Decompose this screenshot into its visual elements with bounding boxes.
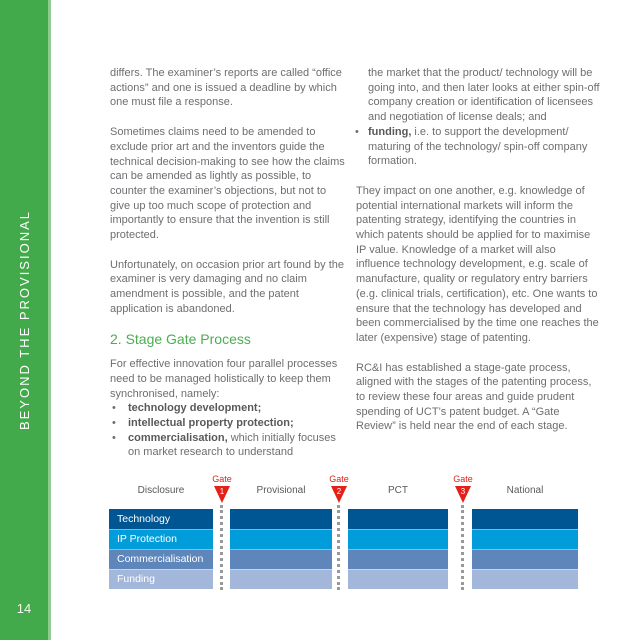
row-segment bbox=[230, 529, 332, 549]
bullet-text-bold: technology development; bbox=[128, 402, 262, 415]
bullet-text-bold: funding, bbox=[368, 125, 412, 138]
row-segment bbox=[109, 569, 213, 589]
row-segment bbox=[109, 509, 213, 529]
bullet-text-bold: commercialisation, bbox=[128, 431, 228, 444]
stage-label-disclosure: Disclosure bbox=[137, 485, 185, 496]
gate-number: 3 bbox=[460, 487, 466, 496]
bullet-icon: • bbox=[112, 431, 116, 444]
bullet-item bbox=[110, 416, 348, 431]
bullet-icon: • bbox=[355, 125, 359, 138]
stage-label-pct: PCT bbox=[388, 485, 408, 496]
page-number: 14 bbox=[16, 601, 32, 616]
row-segment bbox=[230, 569, 332, 589]
row-segment bbox=[230, 509, 332, 529]
bullet-list bbox=[356, 125, 602, 169]
bullet-list bbox=[110, 401, 348, 460]
row-segment bbox=[109, 529, 213, 549]
paragraph: For effective innovation four parallel processes need to be managed holistically to keep them synchronised, namely: bbox=[110, 358, 338, 400]
row-segment bbox=[348, 529, 448, 549]
bullet-icon: • bbox=[112, 402, 116, 415]
stage-gate-diagram bbox=[0, 470, 640, 600]
bullet-item bbox=[356, 125, 602, 169]
gate-triangle-icon bbox=[214, 486, 230, 503]
paragraph: They impact on one another, e.g. knowledge of potential international markets will inform the patenting strategy, identifying the countries in which patents should be applied for to maximise IP value. Knowledge of a market will also influence technology development, e.g. scale of manufacture, quality or regulatory entry barriers (e.g. clinical trials, certification), etc. One wants to ensure that the technology has developed and been commercialised by the time one reaches the later (expensive) stage of patenting. bbox=[356, 184, 599, 344]
diagram-row-commercialisation bbox=[0, 549, 640, 569]
stage-label-provisional: Provisional bbox=[256, 485, 306, 496]
gate-number: 1 bbox=[219, 487, 225, 496]
row-segment bbox=[472, 509, 578, 529]
bullet-item bbox=[110, 431, 348, 460]
gate-label: Gate bbox=[329, 474, 349, 484]
row-label: Funding bbox=[117, 573, 155, 585]
diagram-row-funding bbox=[0, 569, 640, 589]
gate-triangle-icon bbox=[331, 486, 347, 503]
bullet-text: i.e. to support the development/ maturing of the technology/ spin-off company formation. bbox=[368, 125, 588, 168]
row-segment bbox=[472, 569, 578, 589]
bullet-icon: • bbox=[112, 417, 116, 430]
gate-number: 2 bbox=[336, 487, 342, 496]
paragraph: Unfortunately, on occasion prior art found by the examiner is very damaging and no claim amendment is possible, and the patent application is abandoned. bbox=[110, 258, 344, 315]
paragraph: differs. The examiner’s reports are called “office actions” and one is issued a deadline by which one must file a response. bbox=[110, 67, 342, 109]
paragraph: RC&I has established a stage-gate process, aligned with the stages of the patenting process, to review these four areas and guide prudent spending of UCT’s patent budget. A “Gate Review” is held near the end of each stage. bbox=[356, 361, 592, 433]
row-segment bbox=[230, 549, 332, 569]
left-column bbox=[110, 66, 348, 460]
row-segment bbox=[472, 549, 578, 569]
row-segment bbox=[348, 509, 448, 529]
bullet-text: which initially focuses on market research to understand bbox=[128, 431, 336, 459]
gate-triangle-icon bbox=[455, 486, 471, 503]
gate-label: Gate bbox=[212, 474, 232, 484]
diagram-row-ip-protection bbox=[0, 529, 640, 549]
paragraph-continuation: the market that the product/ technology will be going into, and then later looks at either spin-off company creation or identification of licensees and negotiation of license deals; and bbox=[368, 67, 600, 124]
row-label: Commercialisation bbox=[117, 553, 204, 565]
bullet-item bbox=[110, 401, 348, 416]
row-segment bbox=[348, 569, 448, 589]
row-segment bbox=[109, 549, 213, 569]
stage-label-national: National bbox=[506, 485, 544, 496]
right-column bbox=[356, 66, 602, 449]
row-label: IP Protection bbox=[117, 533, 177, 545]
row-segment bbox=[348, 549, 448, 569]
bullet-text-bold: intellectual property protection; bbox=[128, 417, 294, 430]
section-heading: 2. Stage Gate Process bbox=[110, 330, 251, 347]
sidebar-title: BEYOND THE PROVISIONAL bbox=[16, 209, 32, 431]
row-segment bbox=[472, 529, 578, 549]
paragraph: Sometimes claims need to be amended to exclude prior art and the inventors guide the technical decision-making to see how the claims can be amended as lightly as possible, to counter the examiner’s objections, but not to give up too much scope of protection and importantly to ensure that the invention is still protected. bbox=[110, 126, 345, 242]
diagram-row-technology bbox=[0, 509, 640, 529]
row-label: Technology bbox=[117, 513, 171, 525]
gate-label: Gate bbox=[453, 474, 473, 484]
